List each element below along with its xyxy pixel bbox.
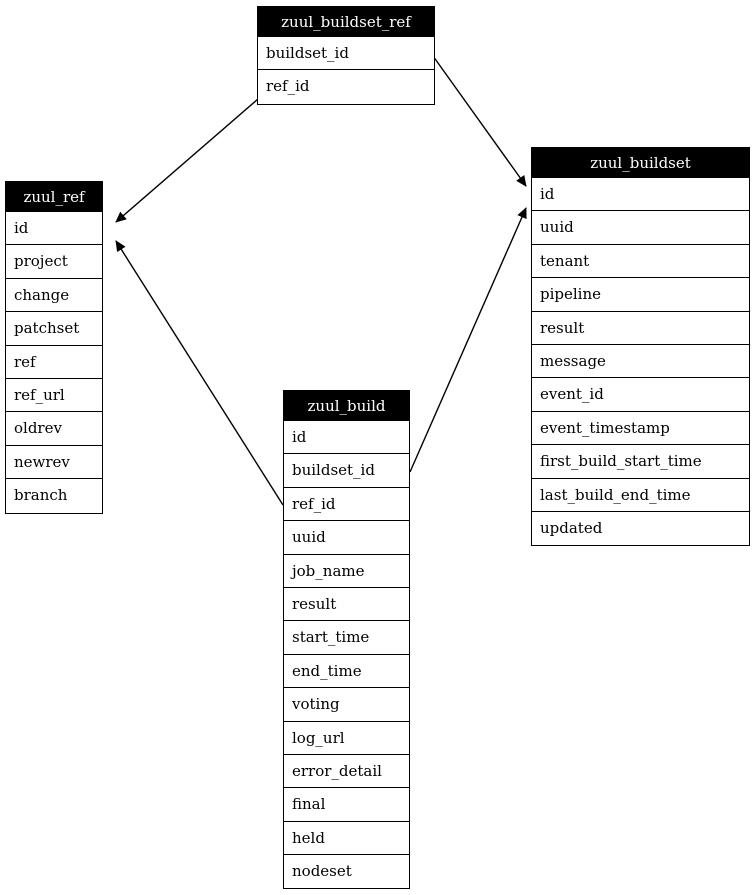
table-zuul-buildset-ref[interactable] xyxy=(257,6,435,105)
edge-buildsetref-buildset xyxy=(433,56,526,186)
table-field: ref_id xyxy=(258,70,434,103)
table-field: ref xyxy=(6,346,102,379)
edge-build-ref xyxy=(116,241,283,505)
table-field: event_timestamp xyxy=(532,412,749,445)
table-field: voting xyxy=(284,688,409,721)
table-field: nodeset xyxy=(284,855,409,888)
table-field: updated xyxy=(532,512,749,545)
table-field: uuid xyxy=(284,521,409,554)
table-zuul-buildset[interactable] xyxy=(531,147,750,546)
table-title: zuul_build xyxy=(284,391,409,421)
table-field: log_url xyxy=(284,722,409,755)
table-field: newrev xyxy=(6,446,102,479)
table-title: zuul_buildset xyxy=(532,148,749,178)
table-field: final xyxy=(284,788,409,821)
table-field: message xyxy=(532,345,749,378)
table-title: zuul_ref xyxy=(6,182,102,212)
table-field: change xyxy=(6,279,102,312)
table-field: tenant xyxy=(532,245,749,278)
edge-build-buildset xyxy=(410,208,526,472)
table-field: start_time xyxy=(284,621,409,654)
table-zuul-ref[interactable] xyxy=(5,181,103,514)
table-field: uuid xyxy=(532,211,749,244)
table-field: first_build_start_time xyxy=(532,445,749,478)
table-field: last_build_end_time xyxy=(532,479,749,512)
table-field: result xyxy=(532,312,749,345)
table-field: pipeline xyxy=(532,278,749,311)
table-field: buildset_id xyxy=(284,454,409,487)
table-zuul-build[interactable] xyxy=(283,390,410,889)
table-field: patchset xyxy=(6,312,102,345)
table-field: ref_id xyxy=(284,488,409,521)
table-field: error_detail xyxy=(284,755,409,788)
edge-buildsetref-ref xyxy=(116,99,258,222)
table-field: job_name xyxy=(284,555,409,588)
table-title: zuul_buildset_ref xyxy=(258,7,434,37)
table-field: id xyxy=(6,212,102,245)
table-field: end_time xyxy=(284,655,409,688)
table-field: ref_url xyxy=(6,379,102,412)
table-field: branch xyxy=(6,479,102,512)
table-field: event_id xyxy=(532,378,749,411)
table-field: result xyxy=(284,588,409,621)
table-field: id xyxy=(284,421,409,454)
table-field: project xyxy=(6,245,102,278)
table-field: oldrev xyxy=(6,412,102,445)
table-field: buildset_id xyxy=(258,37,434,70)
table-field: id xyxy=(532,178,749,211)
table-field: held xyxy=(284,822,409,855)
